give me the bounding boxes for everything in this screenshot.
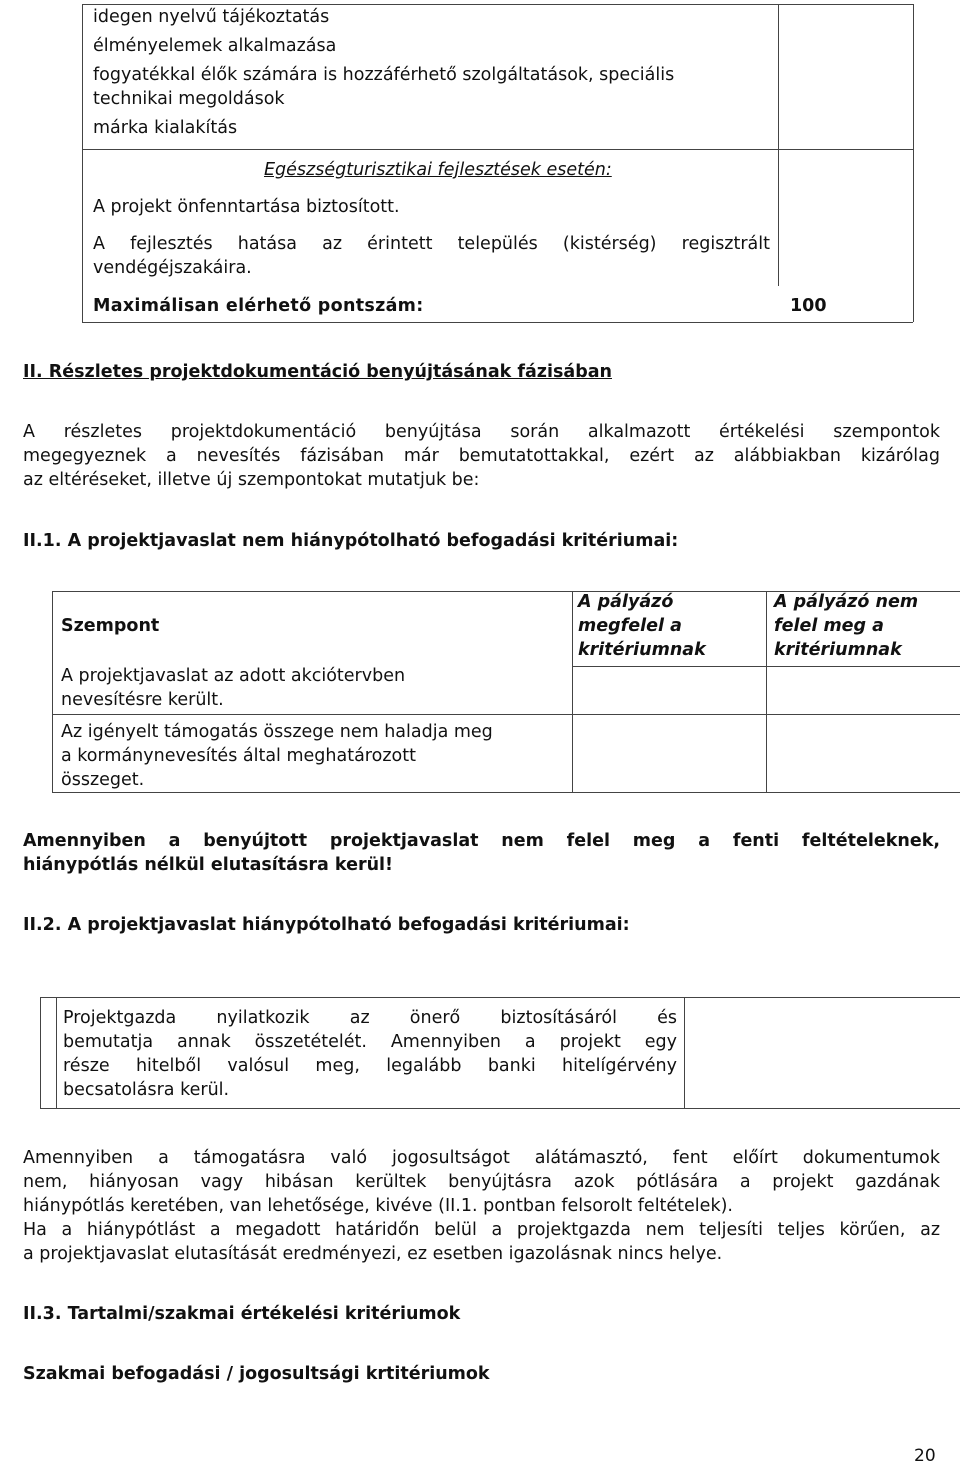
- row-text: A projektjavaslat az adott akciótervben: [61, 666, 406, 686]
- column-header-criterion: Szempont: [61, 616, 160, 636]
- max-score-label: Maximálisan elérhető pontszám:: [93, 296, 424, 316]
- criterion-sustainability: A projekt önfenntartása biztosított.: [93, 197, 400, 217]
- cell-line: Projektgazda nyilatkozik az önerő biztosításáról és: [63, 1008, 677, 1028]
- paragraph-line: a projektjavaslat elutasítását eredményezi, ez esetben igazolásnak nincs helye.: [23, 1244, 723, 1264]
- header-line: A pályázó nem: [774, 592, 919, 612]
- rejection-warning: [23, 829, 940, 877]
- cell-line: becsatolásra kerül.: [63, 1080, 230, 1100]
- paragraph-line: nem, hiányosan vagy hibásan kerültek benyújtásra azok pótlására a projekt gazdának: [23, 1172, 940, 1192]
- paragraph-line: hiánypótlás keretében, van lehetősége, kivéve (II.1. pontban felsorolt feltételek).: [23, 1196, 733, 1216]
- subsection-subheading: Szakmai befogadási / jogosultsági krtitériumok: [23, 1364, 490, 1384]
- max-score-value: 100: [790, 296, 827, 316]
- warning-line: Amennyiben a benyújtott projektjavaslat nem felel meg a fenti feltételeknek,: [23, 831, 940, 851]
- row-text: összeget.: [61, 770, 145, 790]
- row-text: Az igényelt támogatás összege nem haladja meg: [61, 722, 493, 742]
- list-item: fogyatékkal élők számára is hozzáférhető szolgáltatások, speciális: [93, 65, 675, 85]
- subsection-heading-ii1: II.1. A projektjavaslat nem hiánypótolható befogadási kritériumai:: [23, 531, 679, 551]
- cell-line: bemutatja annak összetételét. Amennyiben a projekt egy: [63, 1032, 677, 1052]
- paragraph-line: az eltéréseket, illetve új szempontokat mutatjuk be:: [23, 470, 480, 490]
- header-line: kritériumnak: [578, 640, 706, 660]
- criterion-impact: A fejlesztés hatása az érintett település (kistérség) regisztrált: [93, 234, 770, 254]
- bullet-list: [93, 5, 773, 140]
- section-intro: [23, 420, 940, 492]
- warning-line: hiánypótlás nélkül elutasításra kerül!: [23, 855, 394, 875]
- paragraph-line: Amennyiben a támogatásra való jogosultságot alátámasztó, fent előírt dokumentumok: [23, 1148, 940, 1168]
- row-text: nevesítésre került.: [61, 690, 224, 710]
- list-item: márka kialakítás: [93, 118, 238, 138]
- subsection-heading-ii3: II.3. Tartalmi/szakmai értékelési kritériumok: [23, 1304, 461, 1324]
- paragraph-line: megegyeznek a nevesítés fázisában már bemutatottakkal, ezért az alábbiakban kizárólag: [23, 446, 940, 466]
- header-line: A pályázó: [578, 592, 674, 612]
- criterion-own-funds: [63, 1006, 677, 1102]
- cell-line: része hitelből valósul meg, legalább banki hitelígérvény: [63, 1056, 677, 1076]
- list-item: élményelemek alkalmazása: [93, 36, 337, 56]
- table-row: [61, 664, 405, 712]
- column-header-meets: [578, 590, 706, 662]
- section-heading: II. Részletes projektdokumentáció benyújtásának fázisában: [23, 362, 612, 382]
- paragraph-line: Ha a hiánypótlást a megadott határidőn belül a projektgazda nem teljesíti teljes körűen, az: [23, 1220, 940, 1240]
- health-tourism-heading: Egészségturisztikai fejlesztések esetén:: [264, 160, 612, 180]
- page-number: 20: [914, 1446, 936, 1466]
- list-item: idegen nyelvű tájékoztatás: [93, 7, 330, 27]
- header-line: felel meg a: [774, 616, 884, 636]
- paragraph-line: A részletes projektdokumentáció benyújtása során alkalmazott értékelési szempontok: [23, 422, 940, 442]
- list-item: technikai megoldások: [93, 89, 285, 109]
- criterion-impact-cont: vendégéjszakáira.: [93, 258, 252, 278]
- remediation-paragraph: [23, 1146, 940, 1266]
- row-text: a kormánynevesítés által meghatározott: [61, 746, 416, 766]
- header-line: megfelel a: [578, 616, 682, 636]
- header-line: kritériumnak: [774, 640, 902, 660]
- subsection-heading-ii2: II.2. A projektjavaslat hiánypótolható befogadási kritériumai:: [23, 915, 630, 935]
- table-row: [61, 720, 493, 792]
- column-header-not-meets: [774, 590, 918, 662]
